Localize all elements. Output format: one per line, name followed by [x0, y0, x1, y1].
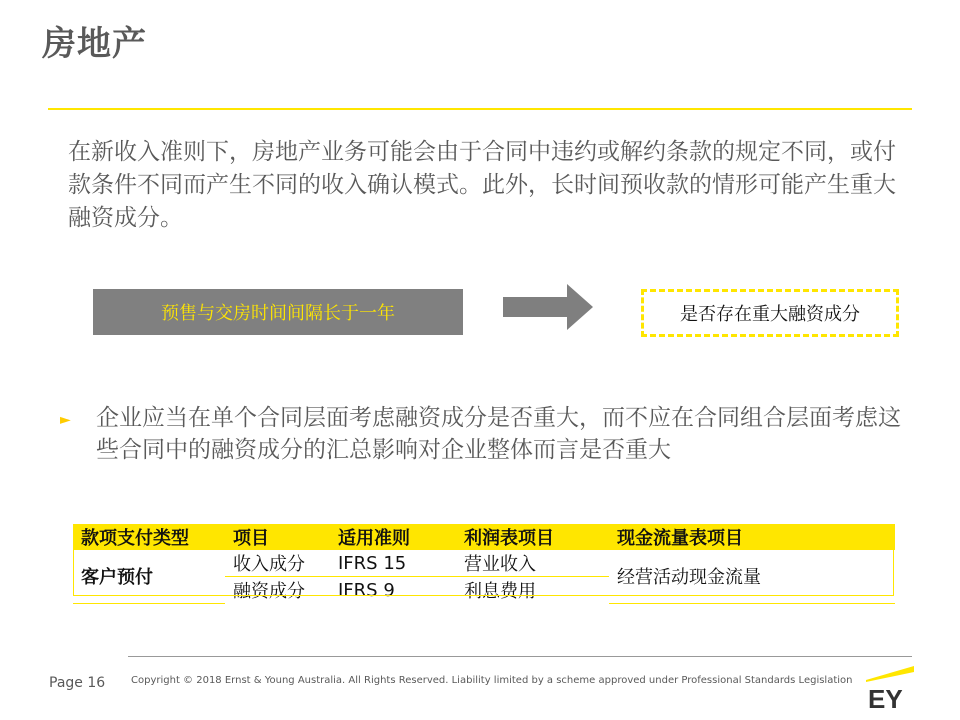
ey-logo-icon [866, 664, 914, 710]
item-cell: 融资成分 [233, 581, 305, 602]
table-header-row [73, 524, 895, 550]
condition-box [93, 289, 463, 335]
standard-cell: IFRS 15 [330, 550, 456, 577]
income-item-cell: 营业收入 [456, 550, 609, 577]
table-header-cell: 适用准则 [330, 524, 456, 550]
table-header-cell: 款项支付类型 [73, 524, 225, 550]
payment-type-cell: 客户预付 [73, 550, 225, 603]
intro-paragraph: 在新收入准则下，房地产业务可能会由于合同中违约或解约条款的规定不同，或付款条件不同而产生不同的收入确认模式。此外，长时间预收款的情形可能产生重大融资成分。 [68, 139, 896, 231]
condition-label: 预售与交房时间间隔长于一年 [161, 303, 395, 324]
svg-text:EY: EY [868, 684, 903, 710]
classification-table [73, 524, 895, 604]
title-divider [48, 108, 912, 110]
table-header-cell: 项目 [225, 524, 330, 550]
page-number: Page 16 [49, 675, 106, 691]
table-header-cell: 现金流量表项目 [609, 524, 895, 550]
result-box [641, 289, 899, 337]
copyright-notice: Copyright © 2018 Ernst & Young Australia. All Rights Reserved. Liability limited by a scheme approved under Professional Standards Legislation [131, 675, 853, 686]
cash-flow-cell: 经营活动现金流量 [609, 550, 895, 603]
footer-divider [128, 656, 912, 657]
arrow-right-icon [503, 284, 593, 330]
page-title: 房地产 [42, 24, 147, 64]
table-header-cell: 利润表项目 [456, 524, 609, 550]
income-item-cell: 利息费用 [464, 581, 536, 602]
triangle-bullet-icon: ► [60, 412, 71, 428]
standard-cell: IFRS 9 [338, 579, 395, 601]
bullet-point: 企业应当在单个合同层面考虑融资成分是否重大，而不应在合同组合层面考虑这些合同中的融资成分的汇总影响对企业整体而言是否重大 [96, 405, 901, 463]
result-label: 是否存在重大融资成分 [680, 304, 860, 325]
table-row [73, 550, 895, 577]
item-cell: 收入成分 [225, 550, 330, 577]
